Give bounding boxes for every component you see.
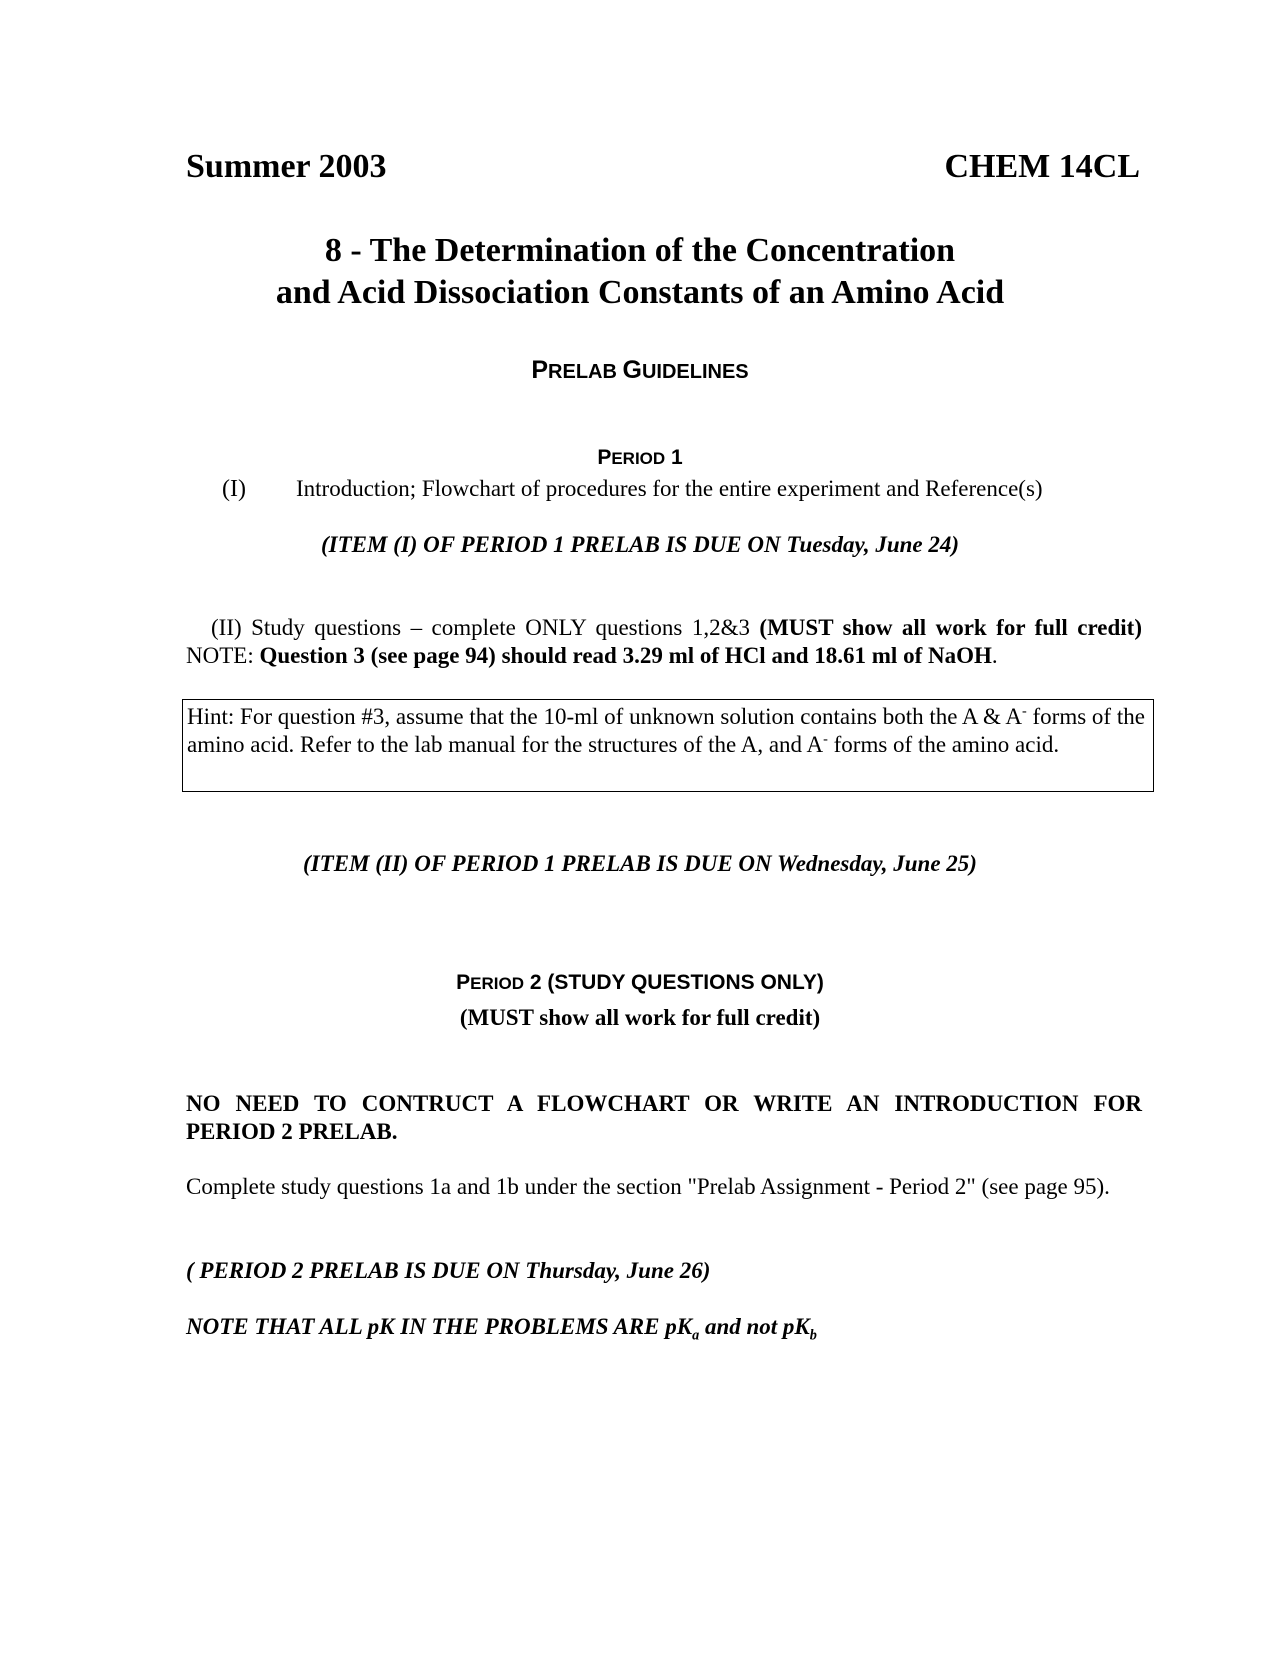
course-label: CHEM 14CL — [944, 148, 1140, 185]
period1-due-item1: (ITEM (I) OF PERIOD 1 PRELAB IS DUE ON Tuesday, June 24) — [320, 532, 960, 557]
pk-note: NOTE THAT ALL pK IN THE PROBLEMS ARE $pK_a$ and not $pK_b$ — [186, 1314, 817, 1344]
title-line-1: 8 - The Determination of the Concentration — [324, 232, 956, 269]
period1-item1-marker: (I) — [222, 476, 246, 502]
period2-notice: NO NEED TO CONTRUCT A FLOWCHART OR WRITE AN INTRODUCTION FOR PERIOD 2 PRELAB. — [186, 1091, 1142, 1144]
period2-due: ( PERIOD 2 PRELAB IS DUE ON Thursday, June 26) — [186, 1258, 711, 1283]
period2-heading: PERIOD 2 (STUDY QUESTIONS ONLY) — [456, 971, 824, 994]
period2-subheading: (MUST show all work for full credit) — [459, 1005, 821, 1030]
hint-box: Hint: For question #3, assume that the 10-ml of unknown solution contains both the A & A- forms of the amino acid. Refer to the lab manual for the structures of the A, and A- forms of the amino acid. — [182, 699, 1154, 792]
section-title: PRELAB GUIDELINES — [531, 356, 749, 384]
period1-item2: (II) Study questions – complete ONLY questions 1,2&3 (MUST show all work for full credit) NOTE: Question 3 (see page 94) should read 3.29 ml of HCl and 18.61 ml of NaOH. — [186, 615, 1142, 668]
period1-item1-text: Introduction; Flowchart of procedures for the entire experiment and Reference(s) — [296, 476, 1043, 501]
document-title — [0, 230, 1280, 314]
title-line-2: and Acid Dissociation Constants of an Amino Acid — [275, 274, 1005, 311]
term-label: Summer 2003 — [186, 148, 387, 185]
period1-due-item2: (ITEM (II) OF PERIOD 1 PRELAB IS DUE ON Wednesday, June 25) — [303, 851, 977, 876]
period1-heading: PERIOD 1 — [597, 446, 683, 469]
period2-instructions: Complete study questions 1a and 1b under the section "Prelab Assignment - Period 2" (see page 95). — [186, 1174, 1110, 1199]
